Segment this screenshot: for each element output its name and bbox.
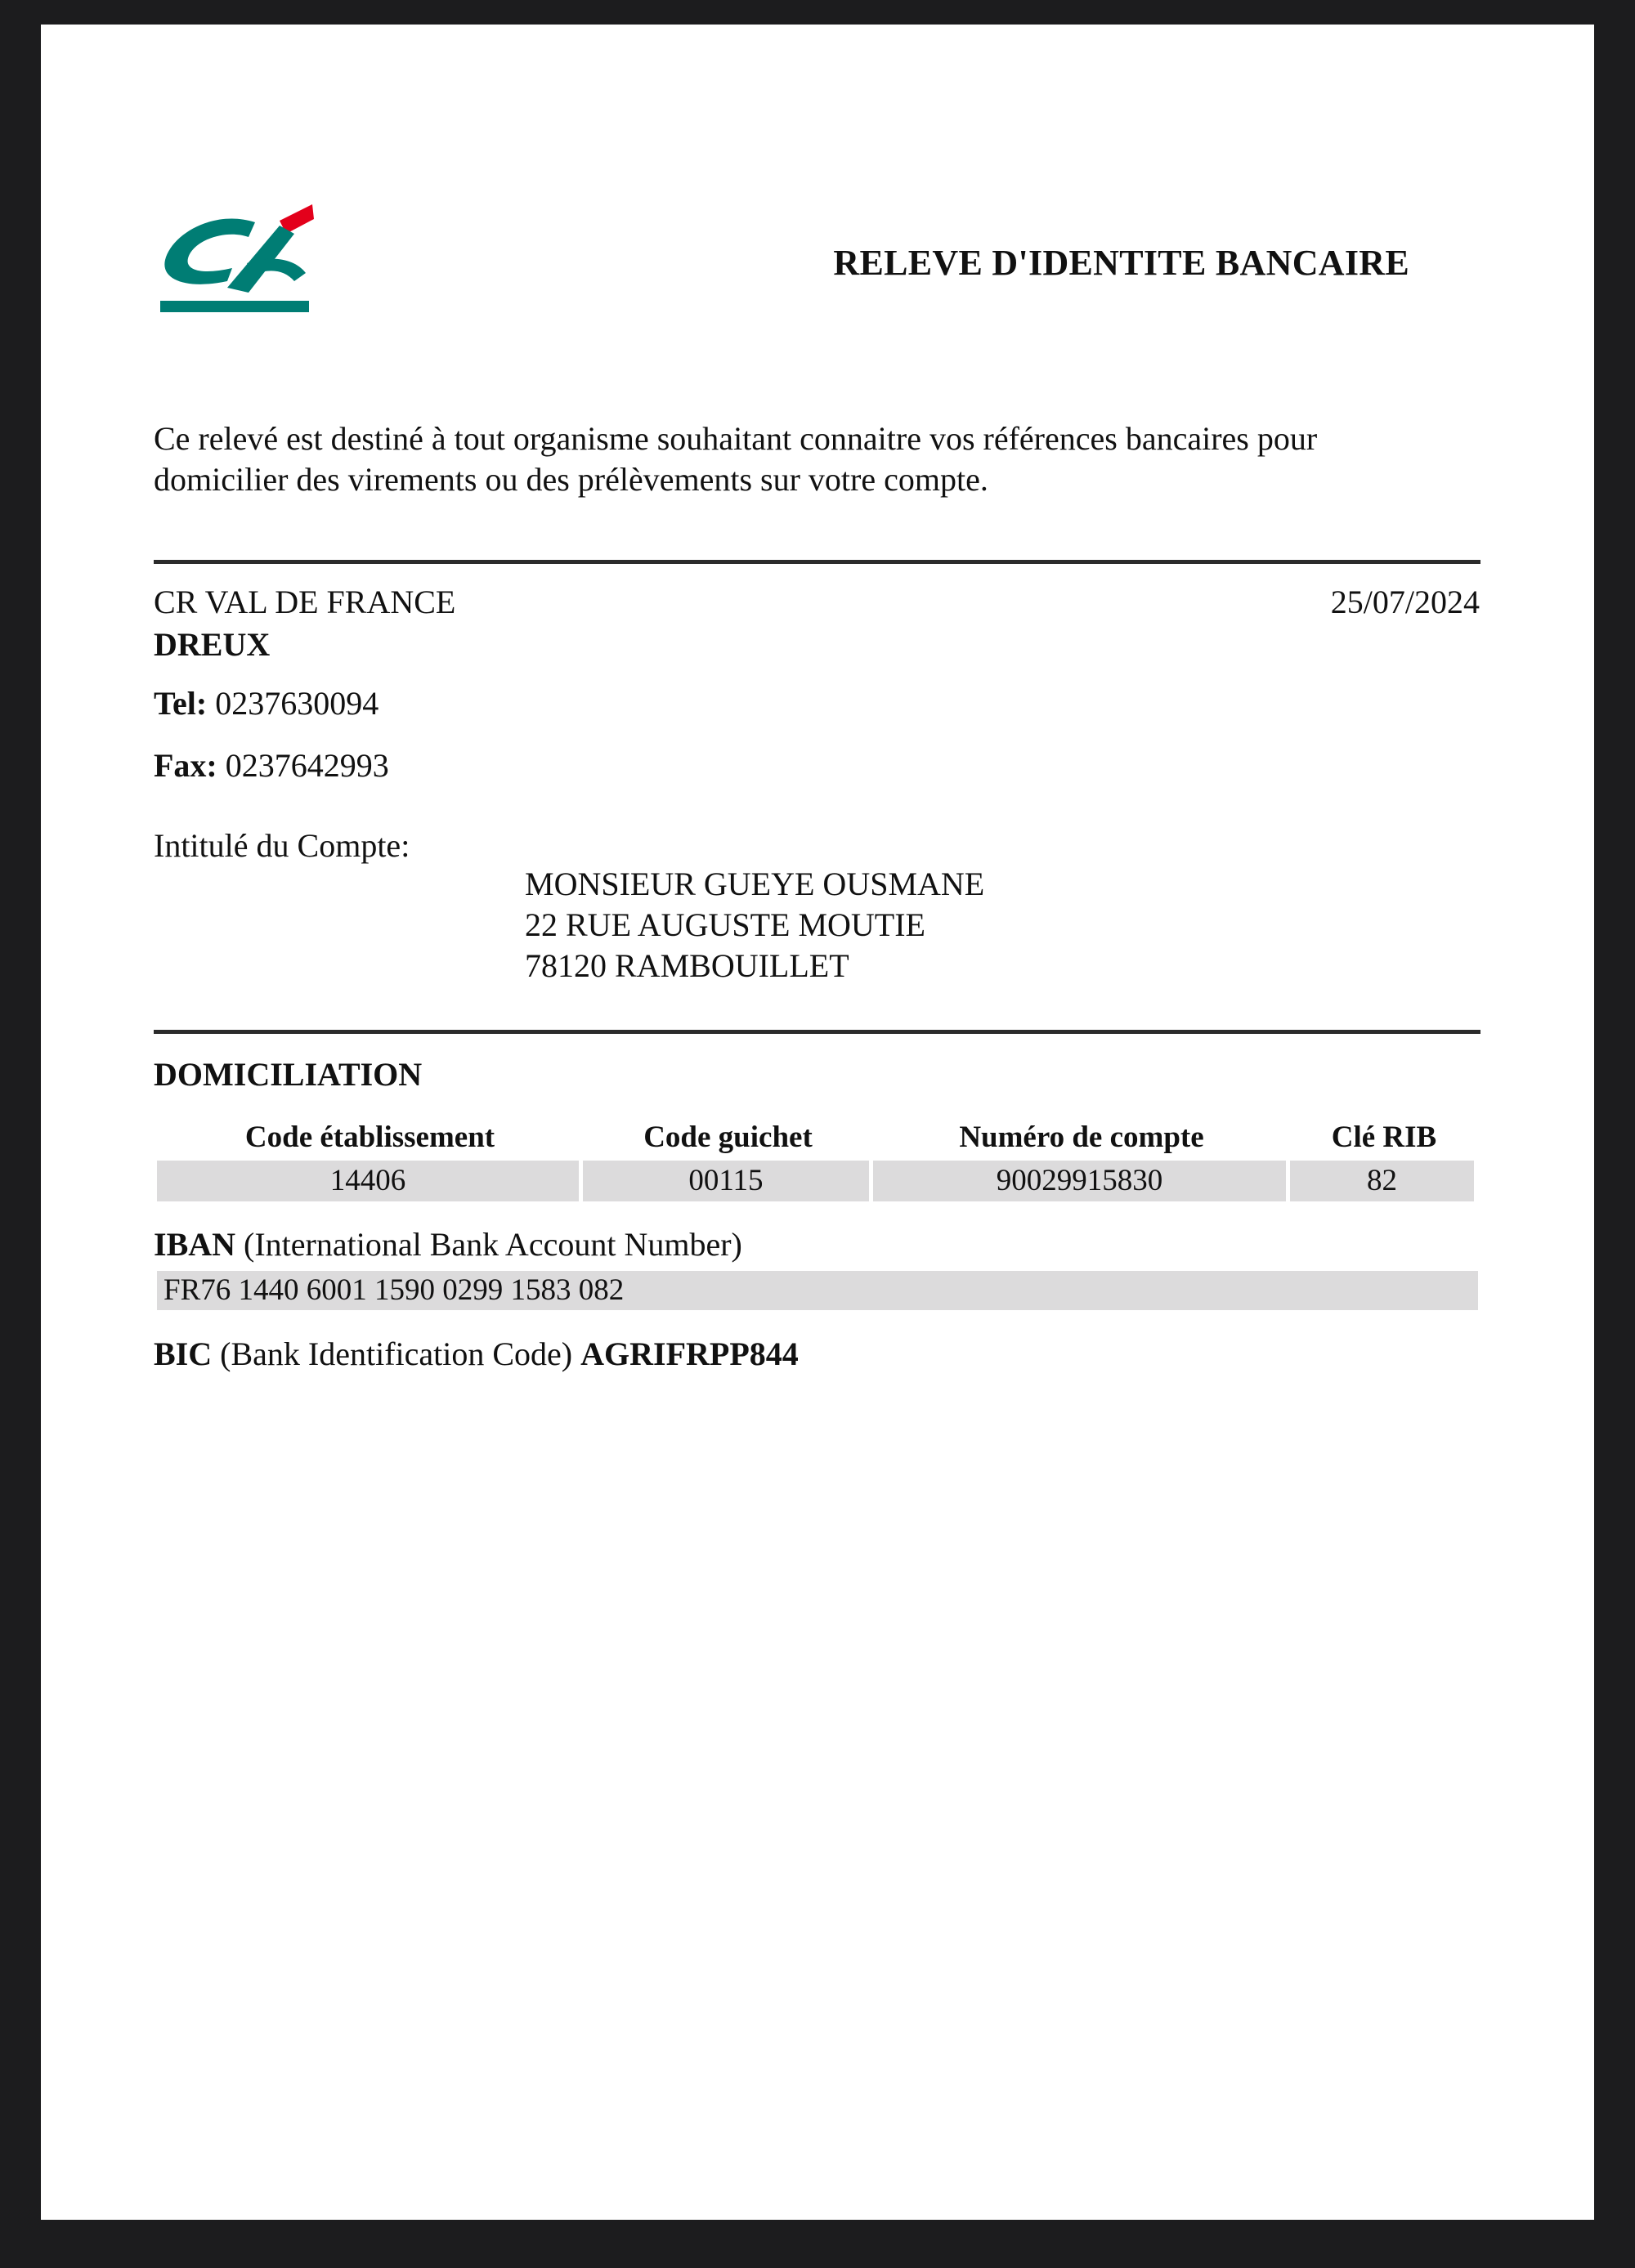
rib-header-cell: Clé RIB <box>1331 1121 1437 1154</box>
rib-values-row <box>157 1161 1478 1201</box>
tel-label: Tel: <box>154 685 208 722</box>
fax-label: Fax: <box>154 747 217 784</box>
code-etablissement-value: 14406 <box>157 1161 579 1201</box>
divider <box>154 1030 1480 1034</box>
agency-name: CR VAL DE FRANCE <box>154 584 456 620</box>
credit-agricole-logo-icon <box>157 201 317 314</box>
rib-header-cell: Code établissement <box>244 1121 495 1154</box>
rib-header-row <box>157 1115 1478 1161</box>
code-guichet-value: 00115 <box>583 1161 869 1201</box>
document-page <box>41 25 1594 2220</box>
document-date: 25/07/2024 <box>1330 584 1480 620</box>
cle-rib-value: 82 <box>1290 1161 1474 1201</box>
agency-city: DREUX <box>154 626 271 663</box>
intro-line: domicilier des virements ou des prélèvements sur votre compte. <box>154 461 988 498</box>
bic-value: AGRIFRPP844 <box>580 1335 799 1372</box>
fax-value: 0237642993 <box>225 747 389 784</box>
account-label: Intitulé du Compte: <box>154 827 410 864</box>
account-holder-block <box>525 864 984 986</box>
holder-name: MONSIEUR GUEYE OUSMANE <box>525 866 985 902</box>
bic-line <box>154 1334 799 1375</box>
rib-header-cell: Code guichet <box>643 1121 813 1154</box>
intro-line: Ce relevé est destiné à tout organisme souhaitant connaitre vos références bancaires pour <box>154 420 1318 457</box>
rib-header-cell: Numéro de compte <box>959 1121 1204 1154</box>
holder-address-line: 22 RUE AUGUSTE MOUTIE <box>525 906 925 943</box>
domiciliation-title: DOMICILIATION <box>154 1056 423 1093</box>
iban-description: (International Bank Account Number) <box>235 1226 742 1263</box>
iban-label-line <box>154 1224 742 1265</box>
iban-label: IBAN <box>154 1226 236 1263</box>
iban-value: FR76 1440 6001 1590 0299 1583 082 <box>157 1271 1478 1310</box>
agency-tel <box>154 683 379 724</box>
bic-label: BIC <box>154 1335 213 1372</box>
bic-description: (Bank Identification Code) <box>212 1335 581 1372</box>
rib-table <box>157 1115 1478 1201</box>
intro-paragraph <box>154 418 1494 500</box>
document-title: RELEVE D'IDENTITE BANCAIRE <box>833 243 1409 283</box>
holder-address-line: 78120 RAMBOUILLET <box>525 947 849 984</box>
numero-compte-value: 90029915830 <box>873 1161 1286 1201</box>
tel-value: 0237630094 <box>215 685 379 722</box>
agency-fax <box>154 745 389 786</box>
divider <box>154 560 1480 564</box>
